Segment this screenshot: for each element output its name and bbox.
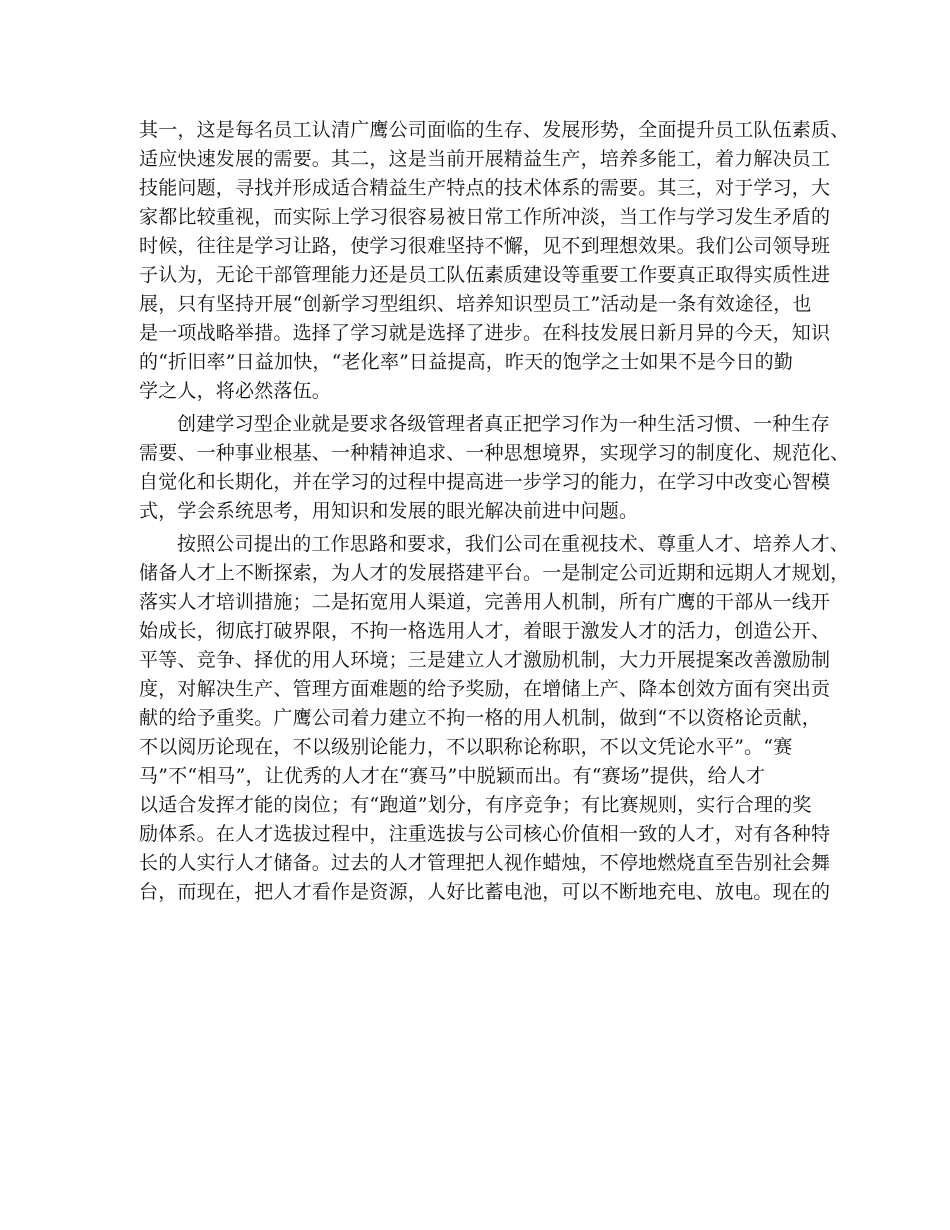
text-line: 是一项战略举措。选择了学习就是选择了进步。在科技发展日新月异的今天，知识 <box>139 322 831 344</box>
text-line: 其一，这是每名员工认清广鹰公司面临的生存、发展形势，全面提升员工队伍素质、 <box>139 119 850 141</box>
text-line: 式，学会系统思考，用知识和发展的眼光解决前进中问题。 <box>139 500 639 522</box>
text-line: 的“折旧率”日益加快，“老化率”日益提高，昨天的饱学之士如果不是今日的勤 <box>139 351 794 373</box>
text-line: 家都比较重视，而实际上学习很容易被日常工作所冲淡，当工作与学习发生矛盾的 <box>139 206 831 228</box>
text-line: 以适合发挥才能的岗位；有“跑道”划分，有序竞争；有比赛规则，实行合理的奖 <box>139 794 812 816</box>
text-line: 需要、一种事业根基、一种精神追求、一种思想境界，实现学习的制度化、规范化、 <box>139 442 850 464</box>
text-line: 学之人，将必然落伍。 <box>139 380 332 402</box>
text-line: 落实人才培训措施；二是拓宽用人渠道，完善用人机制，所有广鹰的干部从一线开 <box>139 591 831 613</box>
text-line: 献的给予重奖。广鹰公司着力建立不拘一格的用人机制，做到“不以资格论贡献， <box>139 707 821 729</box>
text-line: 长的人实行人才储备。过去的人才管理把人视作蜡烛，不停地燃烧直至告别社会舞 <box>139 852 831 874</box>
paragraph-first-line: 按照公司提出的工作思路和要求，我们公司在重视技术、尊重人才、培养人才、 <box>177 533 850 555</box>
text-line: 适应快速发展的需要。其二，这是当前开展精益生产，培养多能工，着力解决员工 <box>139 148 831 170</box>
text-line: 台，而现在，把人才看作是资源，人好比蓄电池，可以不断地充电、放电。现在的 <box>139 881 831 903</box>
text-line: 展，只有坚持开展“创新学习型组织、培养知识型员工”活动是一条有效途径，也 <box>139 293 812 315</box>
text-line: 不以阅历论现在，不以级别论能力，不以职称论称职，不以文凭论水平”。“赛 <box>139 736 793 758</box>
paragraph-first-line: 创建学习型企业就是要求各级管理者真正把学习作为一种生活习惯、一种生存 <box>177 413 830 435</box>
text-line: 技能问题，寻找并形成适合精益生产特点的技术体系的需要。其三，对于学习，大 <box>139 177 831 199</box>
body-text <box>139 116 850 907</box>
text-line: 平等、竞争、择优的用人环境；三是建立人才激励机制，大力开展提案改善激励制 <box>139 649 831 671</box>
text-line: 度，对解决生产、管理方面难题的给予奖励，在增储上产、降本创效方面有突出贡 <box>139 678 831 700</box>
text-line: 时候，往往是学习让路，使学习很难坚持不懈，见不到理想效果。我们公司领导班 <box>139 235 831 257</box>
text-line: 励体系。在人才选拔过程中，注重选拔与公司核心价值相一致的人才，对有各种特 <box>139 823 831 845</box>
text-line: 子认为，无论干部管理能力还是员工队伍素质建设等重要工作要真正取得实质性进 <box>139 264 831 286</box>
text-line: 储备人才上不断探索，为人才的发展搭建平台。一是制定公司近期和远期人才规划， <box>139 562 850 584</box>
text-line: 马”不“相马”，让优秀的人才在“赛马”中脱颖而出。有“赛场”提供，给人才 <box>139 765 766 787</box>
text-line: 始成长，彻底打破界限，不拘一格选用人才，着眼于激发人才的活力，创造公开、 <box>139 620 831 642</box>
text-line: 自觉化和长期化，并在学习的过程中提高进一步学习的能力，在学习中改变心智模 <box>139 471 831 493</box>
